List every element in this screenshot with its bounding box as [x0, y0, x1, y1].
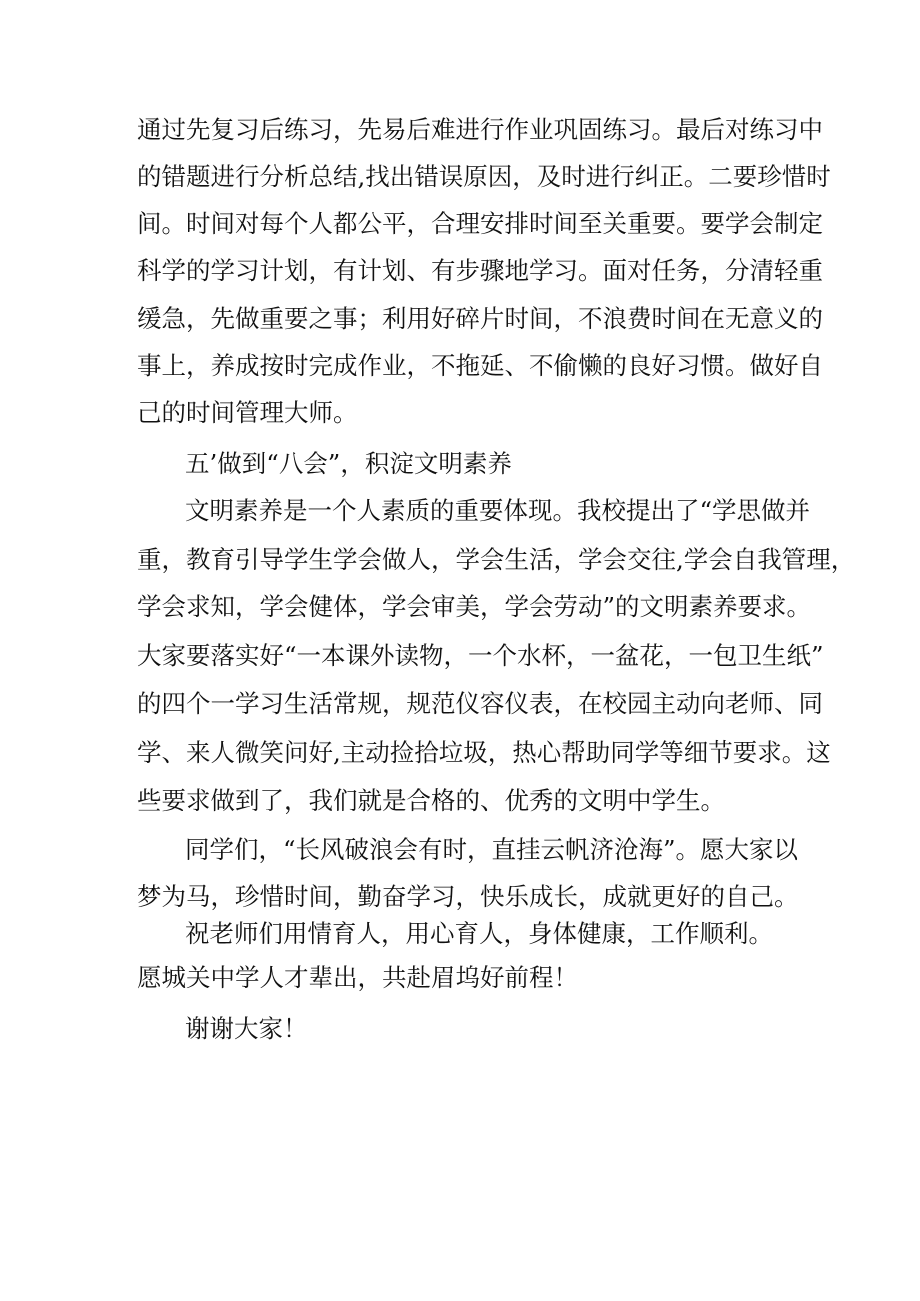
paragraph-line: 缓急，先做重要之事；利用好碎片时间，不浪费时间在无意义的	[137, 304, 823, 333]
paragraph-line: 通过先复习后练习，先易后难进行作业巩固练习。最后对练习中	[137, 115, 823, 144]
closing-line: 愿城关中学人才辈出，共赴眉坞好前程！	[137, 963, 578, 992]
paragraph-line: 重，教育引导学生学会做人，学会生活，学会交往,学会自我管理，	[137, 545, 856, 574]
closing-line: 祝老师们用情育人，用心育人，身体健康，工作顺利。	[185, 919, 773, 948]
paragraph-line: 的错题进行分析总结,找出错误原因，及时进行纠正。二要珍惜时	[137, 162, 831, 191]
paragraph-line: 学、来人微笑问好,主动捡拾垃圾，热心帮助同学等细节要求。这	[137, 738, 831, 767]
section-heading: 五’做到“八会”，积淀文明素养	[185, 449, 512, 478]
paragraph-line: 科学的学习计划，有计划、有步骤地学习。面对任务，分清轻重	[137, 256, 823, 285]
paragraph-line: 学会求知，学会健体，学会审美，学会劳动”的文明素养要求。	[137, 592, 812, 621]
paragraph-line: 事上，养成按时完成作业，不拖延、不偷懒的良好习惯。做好自	[137, 351, 823, 380]
closing-line: 谢谢大家！	[185, 1014, 308, 1043]
paragraph-line: 大家要落实好“一本课外读物，一个水杯，一盆花，一包卫生纸”	[137, 641, 824, 670]
paragraph-line: 梦为马，珍惜时间，勤奋学习，快乐成长，成就更好的自己。	[137, 882, 799, 911]
paragraph-line: 己的时间管理大师。	[137, 398, 358, 427]
paragraph-line: 的四个一学习生活常规，规范仪容仪表，在校园主动向老师、同	[137, 689, 823, 718]
paragraph-line: 同学们，“长风破浪会有时，直挂云帆济沧海”。愿大家以	[185, 835, 799, 864]
paragraph-line: 间。时间对每个人都公平，合理安排时间至关重要。要学会制定	[137, 209, 823, 238]
paragraph-line: 文明素养是一个人素质的重要体现。我校提出了“学思做并	[185, 496, 811, 525]
paragraph-line: 些要求做到了，我们就是合格的、优秀的文明中学生。	[137, 786, 725, 815]
